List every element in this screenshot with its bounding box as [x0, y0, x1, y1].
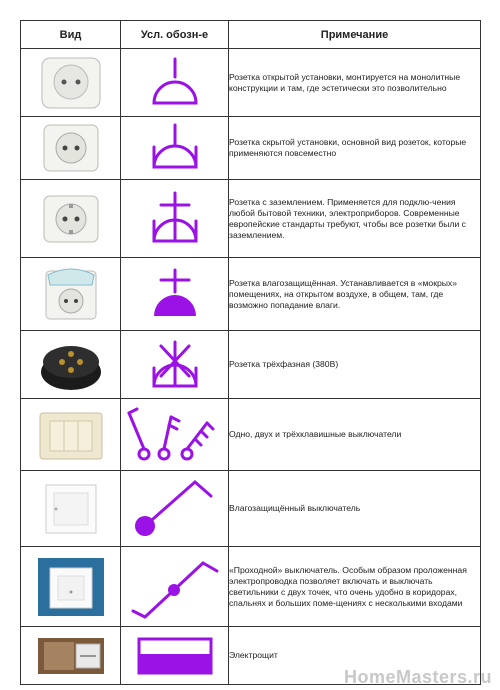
socket-three-phase-symbol	[145, 336, 205, 394]
distribution-board-symbol	[133, 634, 217, 678]
note-cell: Розетка с заземлением. Применяется для подклю-чения любой бытовой техники, электроприборов. Современные европейские стандарты требуют, чтобы все розетки были с заземлением.	[229, 180, 481, 258]
site-watermark: HomeMasters.ru	[343, 667, 492, 687]
note-cell: Электрощит	[229, 627, 481, 685]
distribution-board-photo	[32, 630, 110, 682]
symbol-cell	[121, 399, 229, 471]
table-header-row	[21, 21, 481, 49]
photo-cell	[21, 117, 121, 180]
photo-cell	[21, 471, 121, 547]
header-symbol: Усл. обозн-е	[121, 21, 229, 49]
photo-cell	[21, 331, 121, 399]
photo-cell	[21, 258, 121, 331]
three-phase-socket-photo	[32, 336, 110, 394]
waterproof-socket-photo	[32, 263, 110, 325]
photo-cell	[21, 399, 121, 471]
note-cell: Розетка скрытой установки, основной вид розеток, которые применяются повсеместно	[229, 117, 481, 180]
table-row	[21, 258, 481, 331]
note-cell: «Проходной» выключатель. Особым образом проложенная электропроводка позволяет включать и выключать светильники с двух точек, что очень удобно в коридорах, спальнях и больших поме-щениях с несколькими входами	[229, 547, 481, 627]
socket-grounded-symbol	[145, 189, 205, 249]
waterproof-switch-photo	[32, 479, 110, 539]
table-row	[21, 471, 481, 547]
switch-multi-key-symbol	[123, 405, 227, 465]
photo-cell	[21, 180, 121, 258]
note-cell: Розетка открытой установки, монтируется на монолитные конструкции и там, где эстетически это позволительно	[229, 49, 481, 117]
note-cell: Розетка трёхфазная (380В)	[229, 331, 481, 399]
socket-surface-symbol	[145, 55, 205, 111]
pass-through-switch-photo	[30, 554, 112, 620]
symbol-cell	[121, 258, 229, 331]
photo-cell	[21, 49, 121, 117]
table-row	[21, 180, 481, 258]
header-view: Вид	[21, 21, 121, 49]
header-note: Примечание	[229, 21, 481, 49]
photo-cell	[21, 627, 121, 685]
table-row	[21, 331, 481, 399]
surface-socket-photo	[32, 54, 110, 112]
symbol-cell	[121, 471, 229, 547]
photo-cell	[21, 547, 121, 627]
symbol-cell	[121, 180, 229, 258]
table-row	[21, 547, 481, 627]
table-row	[21, 117, 481, 180]
symbol-cell	[121, 627, 229, 685]
table-row	[21, 399, 481, 471]
symbol-cell	[121, 331, 229, 399]
socket-flush-symbol	[145, 121, 205, 175]
symbol-cell	[121, 49, 229, 117]
note-cell: Розетка влагозащищённая. Устанавливается в «мокрых» помещениях, на открытом воздухе, в общем, там, где возможно попадание влаги.	[229, 258, 481, 331]
symbol-cell	[121, 547, 229, 627]
table-row	[21, 49, 481, 117]
switch-waterproof-symbol	[129, 476, 221, 542]
symbol-cell	[121, 117, 229, 180]
note-cell: Влагозащищённый выключатель	[229, 471, 481, 547]
switch-pass-through-symbol	[127, 551, 223, 623]
note-cell: Одно, двух и трёхклавишные выключатели	[229, 399, 481, 471]
symbols-table	[20, 20, 481, 685]
socket-waterproof-symbol	[145, 266, 205, 322]
grounded-socket-photo	[32, 190, 110, 248]
flush-socket-photo	[32, 120, 110, 176]
multi-key-switch-photo	[32, 405, 110, 465]
